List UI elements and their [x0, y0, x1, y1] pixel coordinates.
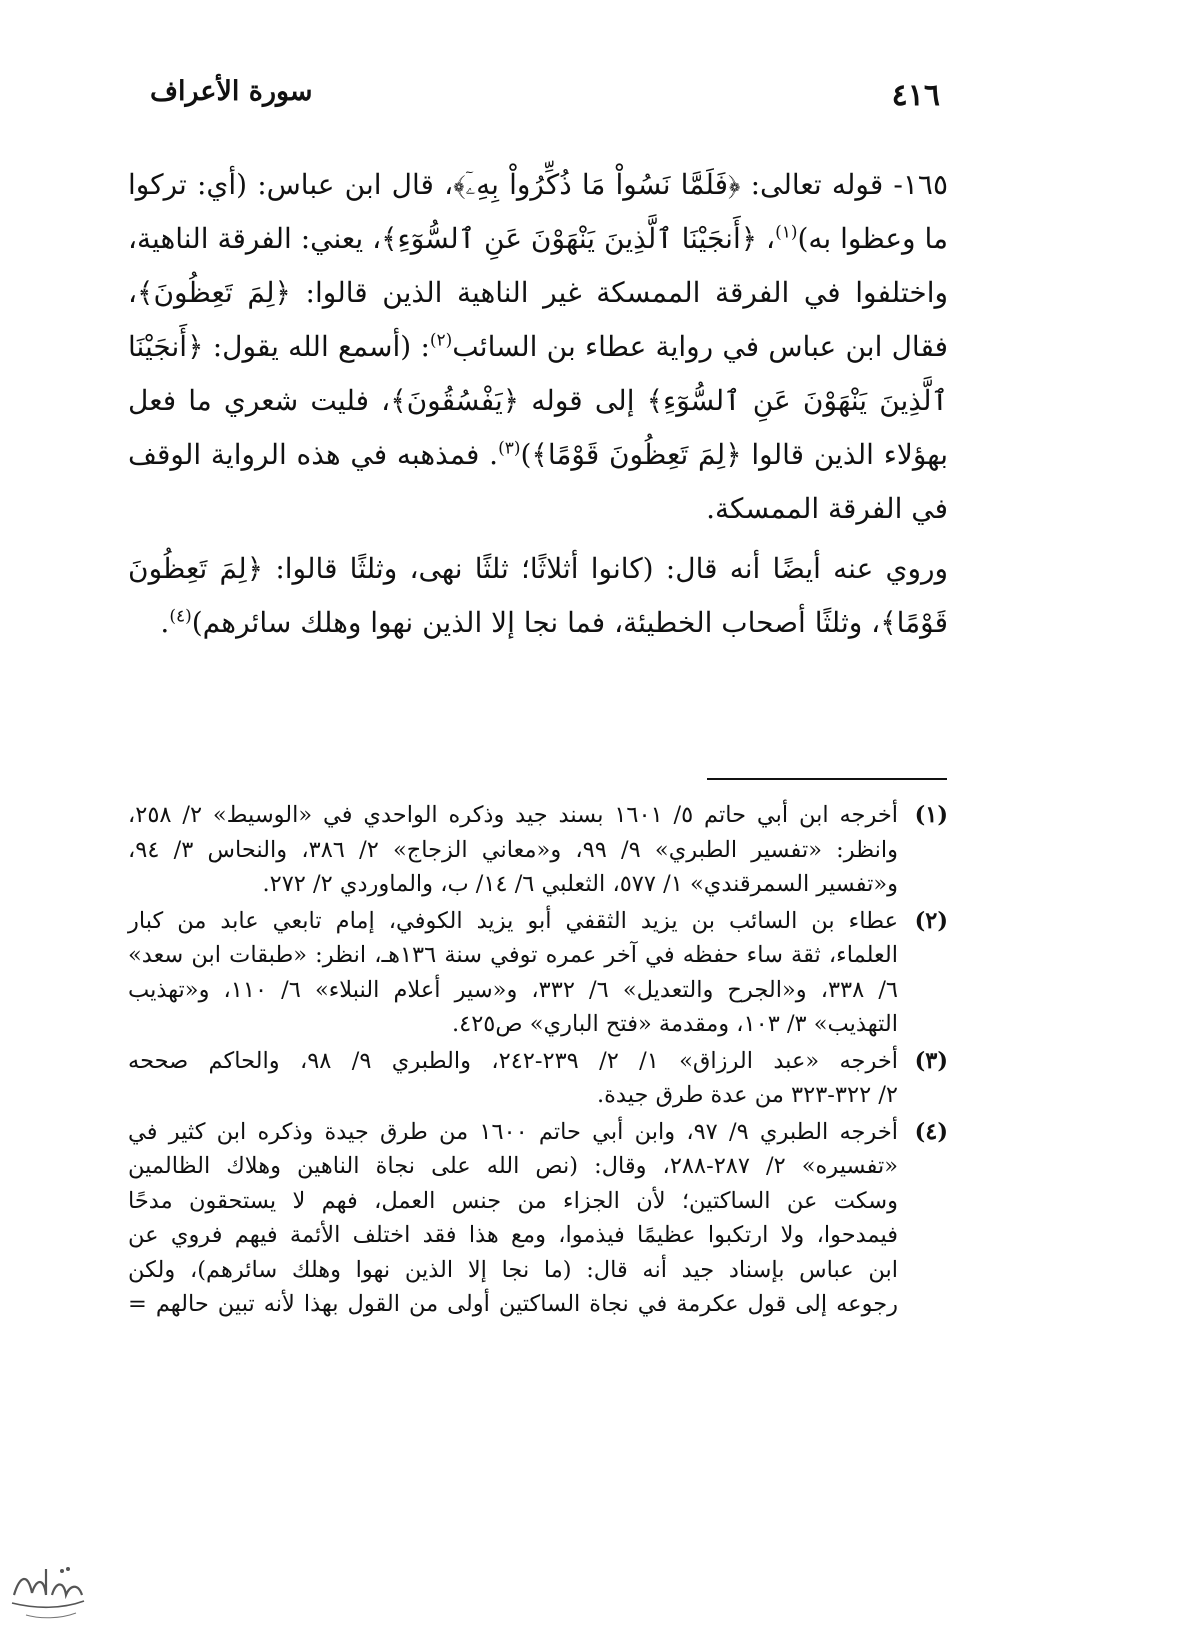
footnote-text [128, 1044, 898, 1113]
p1-line-2-rest: ، ﴿أَنجَيْنَا ٱلَّذِينَ يَنْهَوْنَ عَنِ ٱلسُّوٓءِ﴾، يعني: [300, 222, 776, 255]
footnotes [128, 798, 948, 1324]
footnote-line: و«تفسير السمرقندي» ١/ ٥٧٧، الثعلبي ٦/ ١٤/ ب، والماوردي ٢/ ٢٧٢. [262, 871, 898, 897]
footnote-number: (١) [914, 802, 948, 828]
footnote-ref-4[interactable]: (٤) [169, 606, 192, 627]
p1-line-7: الفرقة الممسكة. [706, 492, 903, 525]
footnote-line: رجوعه إلى قول عكرمة في نجاة الساكتين أولى من القول بهذا لأنه تبين حالهم = [128, 1291, 898, 1317]
footnote-ref-1[interactable]: (١) [775, 222, 798, 243]
p1-line-5: ﴿أَنجَيْنَا ٱلَّذِينَ يَنْهَوْنَ عَنِ ٱلسُّوٓءِ﴾ إلى قوله ﴿يَفْسُقُونَ﴾، فليت شعري ما فعل [128, 330, 948, 417]
footnote-line: التهذيب» ٣/ ١٠٣، ومقدمة «فتح الباري» ص٤٢٥. [451, 1011, 898, 1037]
p1-line-1: ١٦٥- قوله تعالى: ﴿فَلَمَّا نَسُواْ مَا ذُكِّرُواْ بِهِۦٓ﴾، قال ابن عباس: [257, 168, 948, 201]
footnote-text [128, 904, 898, 1042]
footnote-line: العلماء، ثقة ساء حفظه في آخر عمره توفي سنة ١٣٦هـ، انظر: «طبقات ابن سعد» [128, 942, 898, 968]
footnote-line: أخرجه ابن أبي حاتم ٥/ ١٦٠١ بسند جيد وذكره الواحدي في «الوسيط» ٢/ ٢٥٨، [128, 802, 899, 828]
p2-line-1: وروي عنه أيضًا أنه قال: (كانوا أثلاثًا؛ ثلثًا نهى، وثلثًا قالوا: ﴿لِمَ [219, 552, 949, 585]
footnote-ref-3[interactable]: (٣) [498, 438, 521, 459]
footnote-line: ابن عباس بإسناد جيد أنه قال: (ما نجا إلا الذين نهوا وهلك سائرهم)، ولكن [128, 1256, 898, 1283]
footnote-line: أخرجه الطبري ٩/ ٩٧، وابن أبي حاتم ١٦٠٠ من طرق جيدة وذكره ابن كثير في [128, 1118, 898, 1145]
footnote-line: أخرجه «عبد الرزاق» ١/ ٢/ ٢٣٩-٢٤٢، والطبري ٩/ ٩٨، والحاكم صححه [128, 1047, 899, 1074]
surah-title: سورة الأعراف [150, 76, 313, 107]
footnote-line: ٦/ ٣٣٨، و«الجرح والتعديل» ٦/ ٣٣٢، و«سير أعلام النبلاء» ٦/ ١١٠، و«تهذيب [128, 976, 899, 1003]
footnote-separator [707, 778, 947, 780]
paragraph-1 [128, 158, 948, 536]
p1-line-6-text: بهؤلاء الذين قالوا ﴿لِمَ تَعِظُونَ قَوْمًا﴾) [520, 438, 948, 471]
footnote-number: (٤) [914, 1118, 948, 1145]
p1-line-6-rest: . فمذهبه في هذه الرواية الوقف في [128, 438, 948, 525]
p1-line-4-rest: : (أسمع الله يقول: [212, 330, 430, 363]
footnote-number: (٣) [914, 1047, 948, 1074]
p2-line-3 [160, 606, 291, 639]
p2-line-3-end: . [160, 606, 170, 639]
p1-line-3: الفرقة الناهية، واختلفوا في الفرقة الممسكة غير الناهية الذين قالوا: ﴿لِمَ [128, 222, 948, 309]
footnote-1 [128, 798, 948, 902]
library-logo-watermark [6, 1555, 88, 1625]
footnote-text [128, 1115, 898, 1322]
paragraph-2 [128, 542, 948, 650]
p2-line-2: تَعِظُونَ قَوْمًا﴾، وثلثًا أصحاب الخطيئة، فما نجا إلا الذين نهوا وهلك [128, 552, 948, 639]
footnote-line: ٢/ ٣٢٢-٣٢٣ من عدة طرق جيدة. [596, 1082, 898, 1108]
footnote-3 [128, 1044, 948, 1113]
p1-line-2-text: (أي: تركوا ما وعظوا به) [128, 168, 949, 255]
footnote-line: وسكت عن الساكتين؛ لأن الجزاء من جنس العمل، فهم لا يستحقون مدحًا [128, 1187, 898, 1214]
main-text [128, 158, 948, 650]
footnote-text [128, 798, 898, 902]
footnote-line: وانظر: «تفسير الطبري» ٩/ ٩٩، و«معاني الزجاج» ٢/ ٣٨٦، والنحاس ٣/ ٩٤، [128, 836, 899, 863]
p2-line-3-text: سائرهم) [191, 606, 292, 639]
footnote-line: عطاء بن السائب بن يزيد الثقفي أبو يزيد الكوفي، إمام تابعي عابد من كبار [128, 907, 898, 934]
running-header [150, 76, 940, 126]
footnote-line: فيمدحوا، ولا ارتكبوا عظيمًا فيذموا، ومع هذا فقد اختلف الأئمة فيهم فروي عن [128, 1222, 898, 1248]
footnote-4 [128, 1115, 948, 1322]
p1-line-4-text: تَعِظُونَ﴾، فقال ابن عباس في رواية عطاء بن السائب [128, 276, 948, 363]
footnote-number: (٢) [914, 907, 948, 934]
footnote-2 [128, 904, 948, 1042]
footnote-ref-2[interactable]: (٢) [429, 330, 453, 351]
footnote-line: «تفسيره» ٢/ ٢٨٧-٢٨٨، وقال: (نص الله على نجاة الناهين وهلاك الظالمين [128, 1153, 898, 1179]
page-number: ٤١٦ [891, 78, 940, 113]
